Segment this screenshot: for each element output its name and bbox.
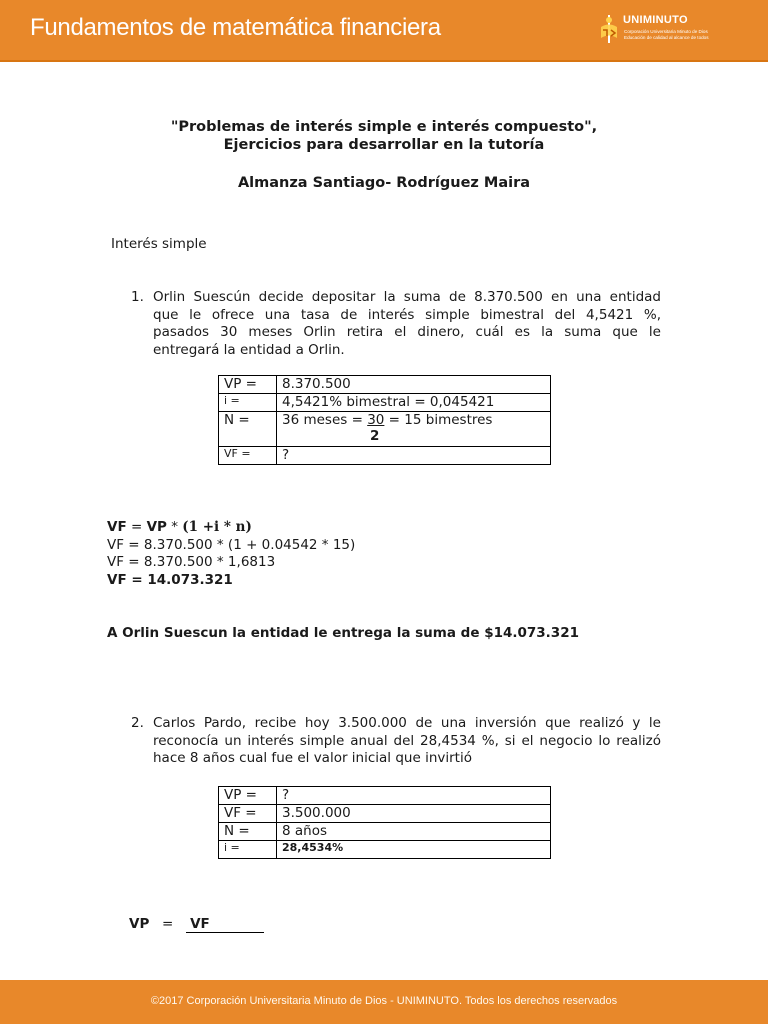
vf-label: VF = xyxy=(219,447,277,465)
problem-2-number: 2. xyxy=(131,715,144,731)
vp-label: VP = xyxy=(219,787,277,805)
n-value-right: = 15 bimestres xyxy=(384,412,493,428)
table-row xyxy=(219,376,551,394)
problem-1-data-table xyxy=(218,375,551,465)
course-title: Fundamentos de matemática financiera xyxy=(30,14,441,41)
vp-value: 8.370.500 xyxy=(277,376,551,394)
n-label: N = xyxy=(219,823,277,841)
i-value: 28,4534% xyxy=(277,841,551,859)
formula-2-equals: = xyxy=(162,916,174,932)
formula-2 xyxy=(129,916,264,933)
section-heading: Interés simple xyxy=(111,236,207,252)
document-authors: Almanza Santiago- Rodríguez Maira xyxy=(237,175,531,191)
n-value: 8 años xyxy=(277,823,551,841)
n-value-denominator: 2 xyxy=(370,428,380,444)
problem-2-line: hace 8 años cual fue el valor inicial que invirtió xyxy=(153,750,472,766)
table-row xyxy=(219,787,551,805)
table-row xyxy=(219,394,551,412)
i-value: 4,5421% bimestral = 0,045421 xyxy=(277,394,551,412)
formula-2-lhs: VP xyxy=(129,916,150,932)
table-row xyxy=(219,805,551,823)
vf-value: 3.500.000 xyxy=(277,805,551,823)
n-label: N = xyxy=(219,412,277,447)
problem-2-statement xyxy=(153,715,661,768)
problem-1-conclusion: A Orlin Suescun la entidad le entrega la suma de $14.073.321 xyxy=(107,625,579,641)
problem-2-line: reconocía un interés simple anual del 28,4534 %, si el negocio lo realizó xyxy=(153,732,661,749)
problem-1-line: Orlin Suescún decide depositar la suma de 8.370.500 en una entidad xyxy=(153,289,661,305)
table-row xyxy=(219,823,551,841)
problem-2-line: Carlos Pardo, recibe hoy 3.500.000 de una inversión que realizó y le xyxy=(153,715,661,731)
problem-1-statement xyxy=(153,289,661,359)
vp-value: ? xyxy=(277,787,551,805)
formula-line-3: VF = 8.370.500 * 1,6813 xyxy=(107,554,276,570)
table-row xyxy=(219,841,551,859)
problem-2-data-table xyxy=(218,786,551,859)
uniminuto-logo-icon xyxy=(598,14,620,44)
formula-line-2: VF = 8.370.500 * (1 + 0.04542 * 15) xyxy=(107,537,356,553)
document-title-line1: "Problemas de interés simple e interés compuesto", xyxy=(170,119,598,135)
vp-label: VP = xyxy=(219,376,277,394)
vf-label: VF = xyxy=(219,805,277,823)
footer-banner xyxy=(0,980,768,1024)
i-label: i = xyxy=(219,394,277,412)
copyright-text: ©2017 Corporación Universitaria Minuto de Dios - UNIMINUTO. Todos los derechos reservados xyxy=(150,995,618,1007)
problem-1-number: 1. xyxy=(131,289,144,305)
n-value xyxy=(277,412,551,447)
formula-equals: = xyxy=(126,519,147,535)
logo-tagline: Educación de calidad al alcance de todos xyxy=(624,35,709,40)
i-label: i = xyxy=(219,841,277,859)
problem-1-line: que le ofrece una tasa de interés simple bimestral del 4,5421 %, xyxy=(153,306,661,323)
formula-result: VF = 14.073.321 xyxy=(107,572,233,588)
problem-1-line: pasados 30 meses Orlin retira el dinero, cuál es la suma que le xyxy=(153,324,661,340)
n-value-numerator: 30 xyxy=(367,412,385,428)
logo-subtitle: Corporación Universitaria Minuto de Dios xyxy=(624,29,708,34)
formula-line-1 xyxy=(107,519,252,535)
header-banner xyxy=(0,0,768,62)
formula-vf: VF xyxy=(107,519,127,535)
formula-times: * xyxy=(166,519,183,535)
formula-2-numerator: VF xyxy=(186,916,264,933)
formula-factor: (1 +i * n) xyxy=(182,519,252,535)
table-row xyxy=(219,412,551,447)
problem-1-line: entregará la entidad a Orlin. xyxy=(153,341,345,358)
formula-vp: VP xyxy=(146,519,167,535)
n-value-left: 36 meses = xyxy=(282,412,368,428)
vf-value: ? xyxy=(277,447,551,465)
uniminuto-logo xyxy=(598,12,748,48)
logo-name: UNIMINUTO xyxy=(623,14,688,26)
table-row xyxy=(219,447,551,465)
document-title-line2: Ejercicios para desarrollar en la tutoría xyxy=(223,137,545,153)
